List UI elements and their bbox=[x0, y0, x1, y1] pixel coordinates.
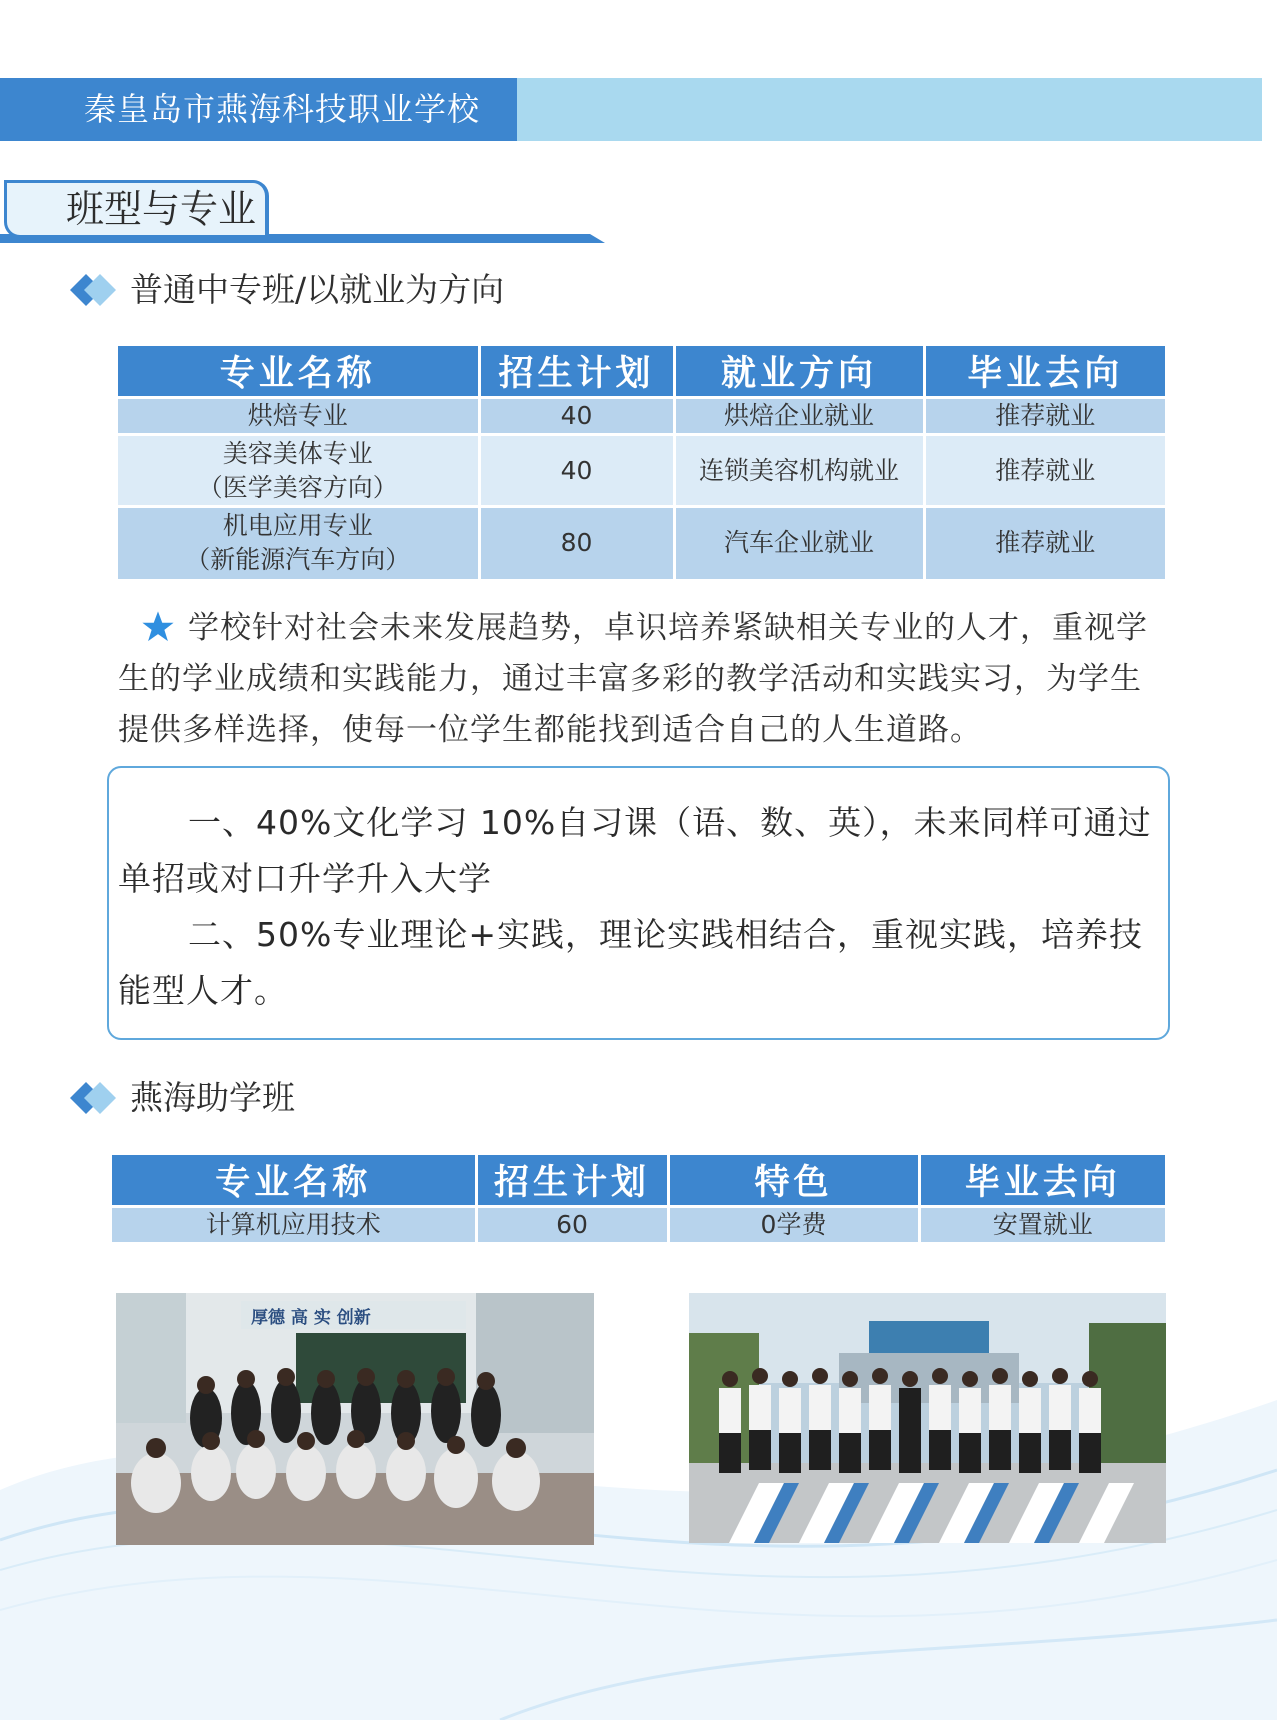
major-cell: 计算机应用技术 bbox=[112, 1207, 476, 1243]
diamond-icon bbox=[70, 1082, 116, 1114]
outdoor-group-photo bbox=[689, 1293, 1166, 1543]
column-header: 专业名称 bbox=[112, 1155, 476, 1207]
table-row bbox=[112, 1207, 1165, 1243]
plan-cell: 40 bbox=[479, 398, 674, 435]
destination-cell: 推荐就业 bbox=[924, 435, 1165, 507]
class1-heading: 普通中专班/以就业为方向 bbox=[130, 270, 505, 309]
destination-cell: 安置就业 bbox=[919, 1207, 1165, 1243]
destination-cell: 推荐就业 bbox=[924, 398, 1165, 435]
column-header: 特色 bbox=[668, 1155, 919, 1207]
plan-cell: 40 bbox=[479, 435, 674, 507]
classroom-banner: 厚德 高 实 创新 bbox=[251, 1308, 371, 1328]
class2-table bbox=[112, 1155, 1165, 1242]
plan-cell: 60 bbox=[476, 1207, 668, 1243]
diamond-icon bbox=[70, 274, 116, 306]
classroom-group-photo bbox=[116, 1293, 594, 1545]
column-header: 招生计划 bbox=[479, 346, 674, 398]
school-name: 秦皇岛市燕海科技职业学校 bbox=[0, 78, 517, 141]
column-header: 就业方向 bbox=[674, 346, 924, 398]
column-header: 毕业去向 bbox=[924, 346, 1165, 398]
point-item: 二、50%专业理论+实践，理论实践相结合，重视实践，培养技能型人才。 bbox=[118, 915, 1143, 1010]
table-row bbox=[118, 507, 1165, 579]
plan-cell: 80 bbox=[479, 507, 674, 579]
column-header: 专业名称 bbox=[118, 346, 479, 398]
major-cell: 美容美体专业 （医学美容方向） bbox=[118, 435, 479, 507]
destination-cell: 推荐就业 bbox=[924, 507, 1165, 579]
table-row bbox=[118, 435, 1165, 507]
column-header: 毕业去向 bbox=[919, 1155, 1165, 1207]
points-text bbox=[118, 795, 1163, 1019]
direction-cell: 烘焙企业就业 bbox=[674, 398, 924, 435]
direction-cell: 汽车企业就业 bbox=[674, 507, 924, 579]
intro-paragraph: 学校针对社会未来发展趋势，卓识培养紧缺相关专业的人才，重视学生的学业成绩和实践能力，通过丰富多彩的教学活动和实践实习，为学生提供多样选择，使每一位学生都能找到适合自己的人生道路。 bbox=[118, 610, 1148, 748]
feature-cell: 0学费 bbox=[668, 1207, 919, 1243]
table-row bbox=[118, 398, 1165, 435]
direction-cell: 连锁美容机构就业 bbox=[674, 435, 924, 507]
column-header: 招生计划 bbox=[476, 1155, 668, 1207]
major-cell: 烘焙专业 bbox=[118, 398, 479, 435]
section-title: 班型与专业 bbox=[66, 187, 257, 231]
point-item: 一、40%文化学习 10%自习课（语、数、英），未来同样可通过单招或对口升学升入大学 bbox=[118, 803, 1152, 898]
class1-table bbox=[118, 346, 1165, 579]
major-cell: 机电应用专业 （新能源汽车方向） bbox=[118, 507, 479, 579]
class2-heading: 燕海助学班 bbox=[130, 1078, 295, 1117]
